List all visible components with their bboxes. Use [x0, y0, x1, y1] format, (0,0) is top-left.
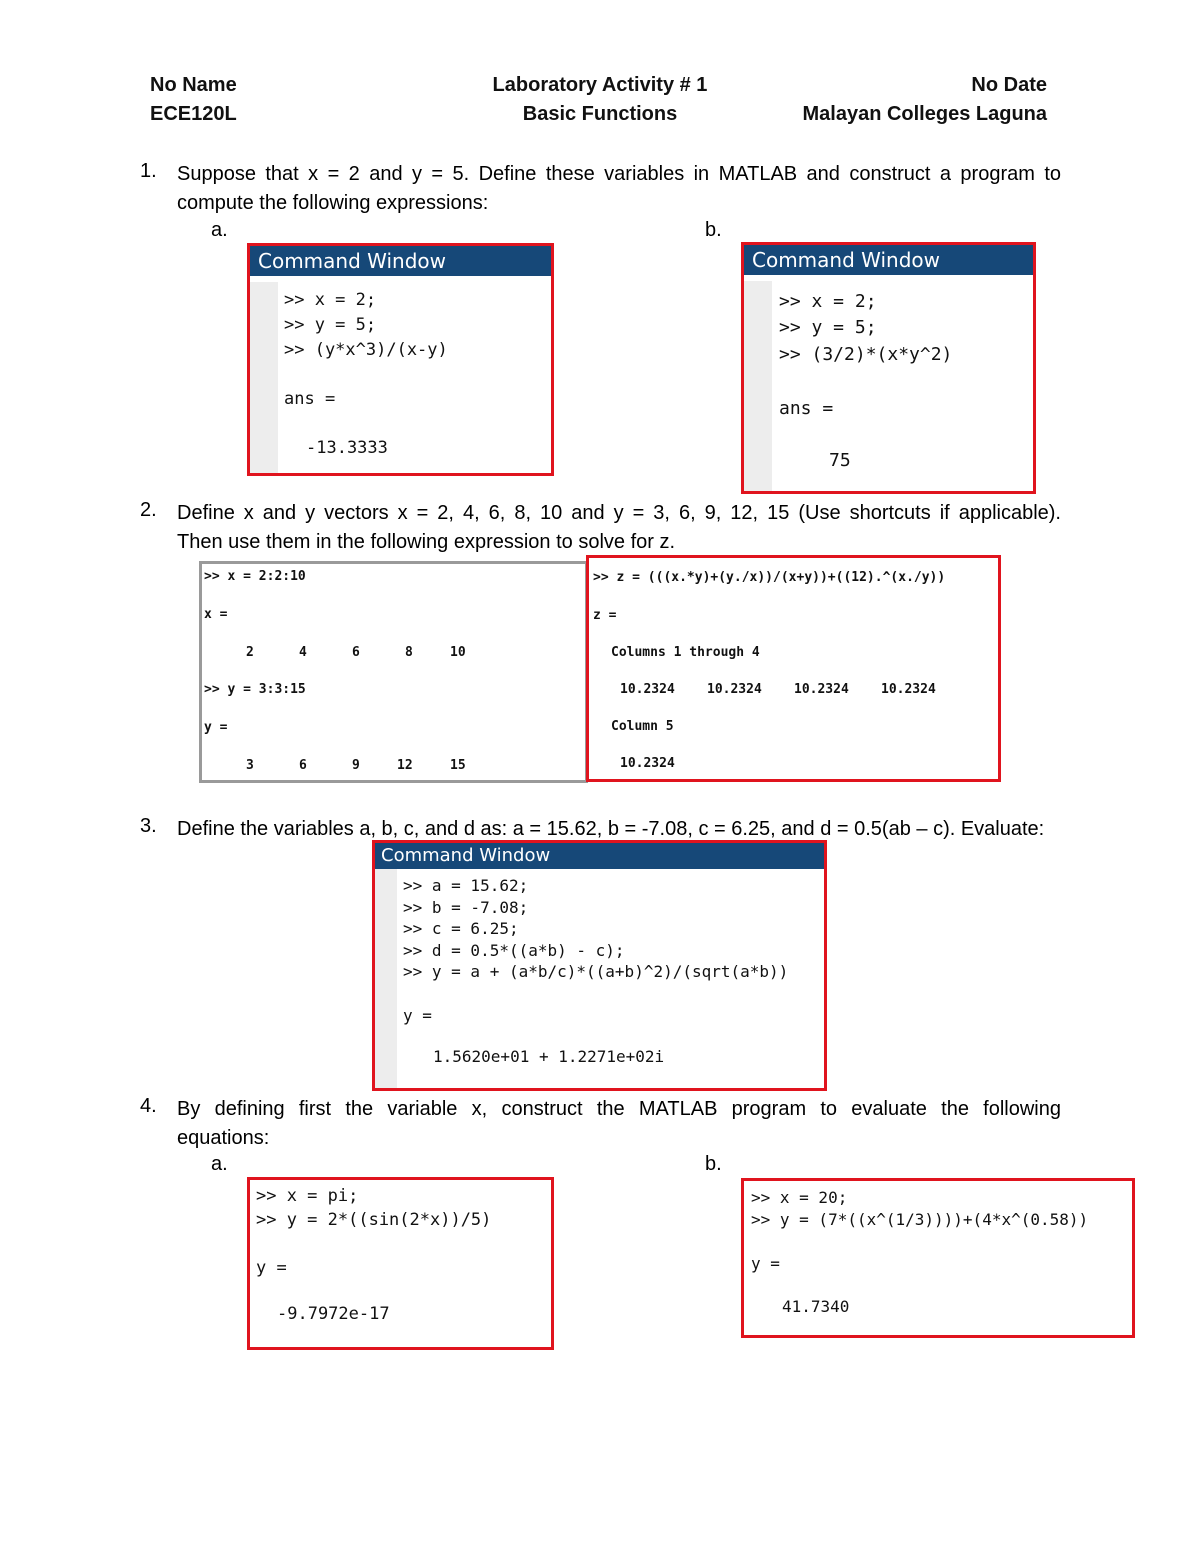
code-line: >> z = (((x.*y)+(y./x))/(x+y))+((12).^(x./y)) — [593, 570, 946, 585]
part-label: a. — [211, 219, 228, 241]
activity-subtitle: Basic Functions — [522, 103, 678, 125]
command-window-1a — [247, 243, 554, 476]
course-code: ECE120L — [150, 103, 237, 125]
code-line: >> d = 0.5*((a*b) - c); — [403, 941, 625, 960]
code-line: ans = — [284, 389, 336, 409]
vector-value: 6 — [352, 645, 360, 660]
question-number: 3. — [140, 815, 157, 837]
result-value: 41.7340 — [782, 1297, 850, 1316]
code-line: Column 5 — [611, 719, 674, 734]
question-number: 4. — [140, 1095, 157, 1117]
command-output-z — [586, 555, 1001, 782]
result-value: 10.2324 — [620, 682, 675, 697]
code-line: >> (y*x^3)/(x-y) — [284, 340, 448, 360]
result-value: 10.2324 — [881, 682, 936, 697]
gutter — [250, 282, 278, 476]
command-window-title: Command Window — [375, 843, 824, 869]
question-number: 1. — [140, 160, 157, 182]
code-line: y = — [403, 1006, 432, 1025]
code-line: y = — [751, 1254, 780, 1273]
command-output-4a — [247, 1177, 554, 1350]
command-window-3 — [372, 840, 827, 1091]
code-line: >> x = 2; — [284, 290, 377, 310]
code-line: >> y = 2*((sin(2*x))/5) — [256, 1210, 492, 1230]
school-name: Malayan Colleges Laguna — [802, 103, 1047, 125]
vector-value: 6 — [299, 758, 307, 773]
part-label: a. — [211, 1153, 228, 1175]
part-label: b. — [705, 219, 722, 241]
gutter — [375, 869, 397, 1091]
question-text-line: compute the following expressions: — [177, 192, 489, 214]
question-text-line: Suppose that x = 2 and y = 5. Define these variables in MATLAB and construct a program to — [177, 163, 1061, 185]
vector-value: 12 — [397, 758, 413, 773]
activity-title: Laboratory Activity # 1 — [492, 74, 708, 96]
command-output-4b — [741, 1178, 1135, 1338]
result-value: -13.3333 — [306, 438, 388, 458]
question-text-line: Define x and y vectors x = 2, 4, 6, 8, 10 and y = 3, 6, 9, 12, 15 (Use shortcuts if applicable). — [177, 502, 1061, 524]
part-label: b. — [705, 1153, 722, 1175]
vector-value: 4 — [299, 645, 307, 660]
vector-value: 3 — [246, 758, 254, 773]
code-line: >> x = 20; — [751, 1188, 848, 1207]
question-text-line: equations: — [177, 1127, 270, 1149]
code-line: ans = — [779, 398, 834, 419]
code-line: >> y = 5; — [284, 315, 377, 335]
result-value: 10.2324 — [794, 682, 849, 697]
code-line: z = — [593, 608, 617, 623]
code-line: >> a = 15.62; — [403, 876, 529, 895]
student-name: No Name — [150, 74, 237, 96]
result-value: -9.7972e-17 — [277, 1304, 390, 1324]
vector-value: 8 — [405, 645, 413, 660]
question-number: 2. — [140, 499, 157, 521]
code-line: >> x = 2; — [779, 291, 877, 312]
code-line: >> b = -7.08; — [403, 898, 529, 917]
question-text-line: By defining first the variable x, construct the MATLAB program to evaluate the following — [177, 1098, 1061, 1120]
vector-value: 10 — [450, 645, 466, 660]
question-text-line: Then use them in the following expression to solve for z. — [177, 531, 676, 553]
vector-value: 15 — [450, 758, 466, 773]
code-line: y = — [204, 720, 228, 735]
code-line: >> (3/2)*(x*y^2) — [779, 344, 953, 365]
command-window-title: Command Window — [250, 246, 551, 276]
result-value: 10.2324 — [707, 682, 762, 697]
date: No Date — [971, 74, 1047, 96]
code-line: Columns 1 through 4 — [611, 645, 760, 660]
question-text-line: Define the variables a, b, c, and d as: a = 15.62, b = -7.08, c = 6.25, and d = 0.5(ab – c). Evaluate: — [177, 818, 1045, 840]
code-line: y = — [256, 1258, 287, 1278]
vector-value: 2 — [246, 645, 254, 660]
command-window-title: Command Window — [744, 245, 1033, 275]
code-line: >> y = 3:3:15 — [204, 682, 306, 697]
result-value: 10.2324 — [620, 756, 675, 771]
code-line: >> x = pi; — [256, 1186, 359, 1206]
code-line: >> y = a + (a*b/c)*((a+b)^2)/(sqrt(a*b)) — [403, 962, 789, 981]
code-line: >> c = 6.25; — [403, 919, 519, 938]
code-line: x = — [204, 607, 228, 622]
result-value: 75 — [829, 450, 851, 471]
gutter — [744, 281, 772, 494]
command-window-1b — [741, 242, 1036, 494]
code-line: >> x = 2:2:10 — [204, 569, 306, 584]
vector-value: 9 — [352, 758, 360, 773]
code-line: >> y = 5; — [779, 317, 877, 338]
result-value: 1.5620e+01 + 1.2271e+02i — [433, 1047, 665, 1066]
command-output-vectors — [199, 561, 588, 783]
code-line: >> y = (7*((x^(1/3))))+(4*x^(0.58)) — [751, 1210, 1089, 1229]
